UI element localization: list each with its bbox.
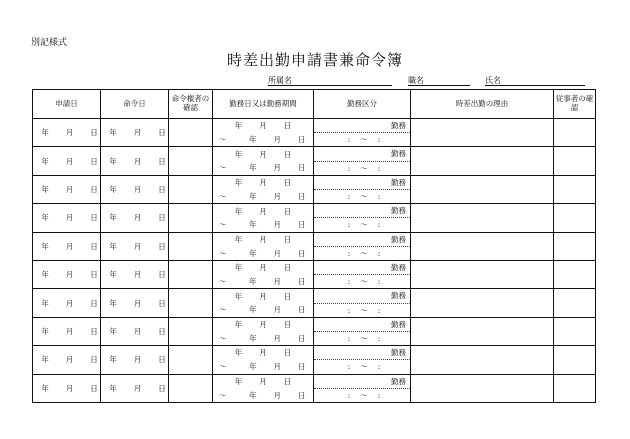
apply-date-cell[interactable]	[33, 346, 101, 374]
work-period-cell[interactable]	[213, 119, 314, 147]
apply-date-cell[interactable]	[33, 147, 101, 175]
reason-cell[interactable]	[411, 175, 554, 203]
table-row	[33, 289, 596, 317]
employee-confirm-cell[interactable]	[554, 374, 596, 402]
day-unit: 日	[158, 298, 166, 308]
post-field[interactable]	[408, 75, 470, 86]
day-unit: 日	[158, 270, 166, 280]
work-word: 勤務	[391, 348, 406, 358]
day-unit: 日	[90, 128, 98, 138]
order-date-cell[interactable]	[101, 119, 169, 147]
month-unit: 月	[133, 270, 142, 280]
year-unit: 年	[234, 178, 243, 188]
work-period-cell[interactable]	[213, 289, 314, 317]
month-unit: 月	[259, 234, 267, 244]
day-unit: 日	[90, 298, 98, 308]
day-unit: 日	[90, 270, 98, 280]
day-unit: 日	[283, 234, 292, 244]
commander-confirm-cell[interactable]	[169, 147, 213, 175]
table-row	[33, 374, 596, 402]
month-unit: 月	[273, 163, 281, 173]
apply-date-cell[interactable]	[33, 289, 101, 317]
commander-confirm-cell[interactable]	[169, 346, 213, 374]
work-division-cell[interactable]	[314, 232, 411, 260]
time-colon: :	[377, 248, 381, 258]
day-unit: 日	[298, 191, 306, 201]
tilde: ～	[360, 305, 368, 315]
commander-confirm-cell[interactable]	[169, 260, 213, 288]
month-unit: 月	[259, 206, 267, 216]
month-unit: 月	[65, 156, 74, 166]
reason-cell[interactable]	[411, 119, 554, 147]
employee-confirm-cell[interactable]	[554, 147, 596, 175]
day-unit: 日	[158, 213, 166, 223]
day-unit: 日	[90, 156, 98, 166]
day-unit: 日	[298, 135, 306, 145]
dept-label: 所属名	[268, 76, 292, 85]
month-unit: 月	[133, 355, 142, 365]
reason-cell[interactable]	[411, 260, 554, 288]
table-row	[33, 175, 596, 203]
month-unit: 月	[273, 220, 281, 230]
day-unit: 日	[283, 206, 292, 216]
time-colon: :	[377, 305, 381, 315]
tilde: ～	[360, 362, 368, 372]
time-colon: :	[377, 390, 381, 400]
work-division-cell[interactable]	[314, 147, 411, 175]
employee-confirm-cell[interactable]	[554, 119, 596, 147]
work-division-cell[interactable]	[314, 289, 411, 317]
day-unit: 日	[158, 326, 166, 336]
month-unit: 月	[273, 191, 281, 201]
day-unit: 日	[283, 348, 292, 358]
year-unit: 年	[109, 156, 117, 166]
table-row	[33, 317, 596, 345]
tilde: ～	[219, 135, 227, 145]
header-order-date: 命令日	[101, 90, 169, 119]
month-unit: 月	[273, 277, 281, 286]
work-division-cell[interactable]	[314, 119, 411, 147]
work-word: 勤務	[391, 376, 406, 386]
day-unit: 日	[283, 149, 292, 159]
year-unit: 年	[249, 333, 257, 343]
employee-confirm-cell[interactable]	[554, 204, 596, 232]
work-word: 勤務	[391, 177, 406, 187]
work-division-cell[interactable]	[314, 260, 411, 288]
work-word: 勤務	[391, 291, 406, 301]
tilde: ～	[219, 362, 227, 372]
tilde: ～	[219, 390, 227, 400]
time-colon: :	[377, 135, 381, 145]
work-period-cell[interactable]	[213, 175, 314, 203]
year-unit: 年	[109, 383, 117, 393]
time-colon: :	[347, 192, 351, 202]
tilde: ～	[360, 220, 368, 230]
year-unit: 年	[41, 241, 49, 251]
table-header-row	[33, 90, 596, 119]
header-apply-date: 申請日	[33, 90, 101, 119]
apply-date-cell[interactable]	[33, 260, 101, 288]
year-unit: 年	[41, 270, 49, 280]
header-reason: 時差出勤の理由	[411, 90, 554, 119]
work-word: 勤務	[391, 234, 406, 244]
order-date-cell[interactable]	[101, 317, 169, 345]
year-unit: 年	[109, 298, 117, 308]
day-unit: 日	[90, 241, 98, 251]
year-unit: 年	[109, 270, 117, 280]
tilde: ～	[360, 192, 368, 202]
day-unit: 日	[283, 320, 292, 330]
table-row	[33, 346, 596, 374]
work-word: 勤務	[391, 319, 406, 329]
name-label: 氏名	[485, 76, 501, 85]
header-work-division: 勤務区分	[314, 90, 411, 119]
month-unit: 月	[133, 383, 142, 393]
month-unit: 月	[133, 213, 142, 223]
year-unit: 年	[249, 191, 257, 201]
table-row	[33, 119, 596, 147]
work-period-cell[interactable]	[213, 204, 314, 232]
year-unit: 年	[249, 362, 257, 372]
day-unit: 日	[158, 156, 166, 166]
commander-confirm-cell[interactable]	[169, 317, 213, 345]
work-word: 勤務	[391, 149, 406, 159]
apply-date-cell[interactable]	[33, 232, 101, 260]
time-colon: :	[377, 220, 381, 230]
apply-date-cell[interactable]	[33, 204, 101, 232]
commander-confirm-cell[interactable]	[169, 204, 213, 232]
day-unit: 日	[90, 383, 98, 393]
month-unit: 月	[273, 333, 281, 343]
time-colon: :	[347, 135, 351, 145]
month-unit: 月	[259, 291, 267, 301]
work-period-cell[interactable]	[213, 147, 314, 175]
year-unit: 年	[41, 326, 49, 336]
employee-confirm-cell[interactable]	[554, 175, 596, 203]
month-unit: 月	[65, 241, 74, 251]
month-unit: 月	[273, 135, 281, 145]
year-unit: 年	[249, 390, 257, 400]
year-unit: 年	[249, 220, 257, 230]
order-date-cell[interactable]	[101, 346, 169, 374]
time-colon: :	[347, 305, 351, 315]
year-unit: 年	[249, 248, 257, 258]
employee-confirm-cell[interactable]	[554, 317, 596, 345]
reason-cell[interactable]	[411, 346, 554, 374]
employee-confirm-cell[interactable]	[554, 346, 596, 374]
month-unit: 月	[133, 298, 142, 308]
time-colon: :	[347, 277, 351, 287]
month-unit: 月	[259, 348, 267, 358]
work-word: 勤務	[391, 206, 406, 216]
day-unit: 日	[298, 163, 306, 173]
work-division-cell[interactable]	[314, 317, 411, 345]
work-division-cell[interactable]	[314, 346, 411, 374]
year-unit: 年	[234, 149, 243, 159]
day-unit: 日	[298, 248, 306, 258]
year-unit: 年	[234, 263, 243, 273]
day-unit: 日	[283, 263, 292, 273]
year-unit: 年	[234, 320, 243, 330]
year-unit: 年	[234, 234, 243, 244]
year-unit: 年	[234, 121, 243, 131]
year-unit: 年	[41, 184, 49, 194]
day-unit: 日	[298, 220, 306, 230]
year-unit: 年	[249, 135, 257, 145]
apply-date-cell[interactable]	[33, 119, 101, 147]
work-word: 勤務	[391, 121, 406, 131]
day-unit: 日	[298, 305, 306, 315]
header-commander-confirm: 命令権者の確認	[169, 90, 213, 119]
day-unit: 日	[158, 355, 166, 365]
tilde: ～	[360, 277, 368, 287]
month-unit: 月	[273, 305, 281, 315]
table-row	[33, 147, 596, 175]
month-unit: 月	[65, 355, 74, 365]
work-period-cell[interactable]	[213, 346, 314, 374]
month-unit: 月	[65, 213, 74, 223]
day-unit: 日	[298, 333, 306, 343]
day-unit: 日	[298, 362, 306, 372]
time-colon: :	[347, 248, 351, 258]
order-date-cell[interactable]	[101, 175, 169, 203]
year-unit: 年	[234, 348, 243, 358]
day-unit: 日	[158, 128, 166, 138]
time-colon: :	[377, 192, 381, 202]
month-unit: 月	[133, 128, 142, 138]
order-date-cell[interactable]	[101, 374, 169, 402]
order-date-cell[interactable]	[101, 204, 169, 232]
reason-cell[interactable]	[411, 204, 554, 232]
day-unit: 日	[283, 291, 292, 301]
order-date-cell[interactable]	[101, 260, 169, 288]
year-unit: 年	[41, 383, 49, 393]
day-unit: 日	[90, 355, 98, 365]
tilde: ～	[219, 333, 227, 343]
application-table	[32, 89, 596, 403]
tilde: ～	[360, 248, 368, 258]
month-unit: 月	[273, 248, 281, 258]
month-unit: 月	[259, 376, 267, 386]
month-unit: 月	[259, 320, 267, 330]
commander-confirm-cell[interactable]	[169, 232, 213, 260]
year-unit: 年	[41, 213, 49, 223]
time-colon: :	[347, 334, 351, 344]
work-period-cell[interactable]	[213, 317, 314, 345]
year-unit: 年	[109, 241, 117, 251]
time-colon: :	[377, 277, 381, 287]
time-colon: :	[347, 220, 351, 230]
employee-confirm-cell[interactable]	[554, 232, 596, 260]
post-label: 職名	[408, 76, 424, 85]
order-date-cell[interactable]	[101, 147, 169, 175]
year-unit: 年	[41, 355, 49, 365]
table-row	[33, 260, 596, 288]
page-title: 時差出勤申請書兼命令簿	[226, 51, 403, 69]
order-date-cell[interactable]	[101, 289, 169, 317]
work-division-cell[interactable]	[314, 175, 411, 203]
month-unit: 月	[65, 270, 74, 280]
day-unit: 日	[158, 184, 166, 194]
work-period-cell[interactable]	[213, 232, 314, 260]
month-unit: 月	[273, 362, 281, 372]
year-unit: 年	[249, 277, 257, 286]
header-work-period: 勤務日又は勤務期間	[213, 90, 314, 119]
month-unit: 月	[65, 298, 74, 308]
order-date-cell[interactable]	[101, 232, 169, 260]
tilde: ～	[360, 163, 368, 173]
tilde: ～	[219, 248, 227, 258]
day-unit: 日	[90, 213, 98, 223]
work-division-cell[interactable]	[314, 374, 411, 402]
month-unit: 月	[273, 390, 281, 400]
year-unit: 年	[41, 156, 49, 166]
month-unit: 月	[259, 178, 267, 188]
reason-cell[interactable]	[411, 374, 554, 402]
year-unit: 年	[109, 326, 117, 336]
year-unit: 年	[249, 305, 257, 315]
day-unit: 日	[158, 383, 166, 393]
tilde: ～	[360, 390, 368, 400]
year-unit: 年	[41, 298, 49, 308]
work-period-cell[interactable]	[213, 374, 314, 402]
employee-confirm-cell[interactable]	[554, 260, 596, 288]
month-unit: 月	[65, 128, 74, 138]
commander-confirm-cell[interactable]	[169, 119, 213, 147]
work-word: 勤務	[391, 263, 406, 273]
reason-cell[interactable]	[411, 317, 554, 345]
table-row	[33, 232, 596, 260]
month-unit: 月	[259, 149, 267, 159]
month-unit: 月	[65, 184, 74, 194]
apply-date-cell[interactable]	[33, 175, 101, 203]
work-division-cell[interactable]	[314, 204, 411, 232]
reason-cell[interactable]	[411, 147, 554, 175]
day-unit: 日	[90, 184, 98, 194]
dept-field[interactable]	[268, 75, 392, 86]
year-unit: 年	[109, 184, 117, 194]
year-unit: 年	[234, 376, 243, 386]
time-colon: :	[377, 334, 381, 344]
employee-confirm-cell[interactable]	[554, 289, 596, 317]
tilde: ～	[219, 305, 227, 315]
year-unit: 年	[109, 128, 117, 138]
tilde: ～	[360, 135, 368, 145]
year-unit: 年	[109, 213, 117, 223]
day-unit: 日	[283, 178, 292, 188]
tilde: ～	[219, 277, 227, 286]
work-period-cell[interactable]	[213, 260, 314, 288]
year-unit: 年	[234, 206, 243, 216]
apply-date-cell[interactable]	[33, 317, 101, 345]
month-unit: 月	[65, 383, 74, 393]
day-unit: 日	[298, 390, 306, 400]
reason-cell[interactable]	[411, 289, 554, 317]
time-colon: :	[377, 362, 381, 372]
month-unit: 月	[133, 326, 142, 336]
apply-date-cell[interactable]	[33, 374, 101, 402]
day-unit: 日	[298, 277, 306, 286]
month-unit: 月	[133, 156, 142, 166]
time-colon: :	[347, 390, 351, 400]
month-unit: 月	[65, 326, 74, 336]
year-unit: 年	[41, 128, 49, 138]
tilde: ～	[360, 334, 368, 344]
commander-confirm-cell[interactable]	[169, 374, 213, 402]
day-unit: 日	[90, 326, 98, 336]
time-colon: :	[347, 163, 351, 173]
tilde: ～	[219, 191, 227, 201]
time-colon: :	[347, 362, 351, 372]
day-unit: 日	[283, 376, 292, 386]
table-row	[33, 204, 596, 232]
month-unit: 月	[259, 263, 267, 273]
day-unit: 日	[283, 121, 292, 131]
reason-cell[interactable]	[411, 232, 554, 260]
year-unit: 年	[109, 355, 117, 365]
month-unit: 月	[259, 121, 267, 131]
form-label: 別記様式	[31, 38, 68, 48]
month-unit: 月	[133, 184, 142, 194]
year-unit: 年	[249, 163, 257, 173]
time-colon: :	[377, 163, 381, 173]
year-unit: 年	[234, 291, 243, 301]
month-unit: 月	[133, 241, 142, 251]
commander-confirm-cell[interactable]	[169, 175, 213, 203]
commander-confirm-cell[interactable]	[169, 289, 213, 317]
tilde: ～	[219, 220, 227, 230]
day-unit: 日	[158, 241, 166, 251]
header-employee-confirm: 従事者の確認	[554, 90, 596, 119]
tilde: ～	[219, 163, 227, 173]
name-field[interactable]	[485, 75, 585, 86]
